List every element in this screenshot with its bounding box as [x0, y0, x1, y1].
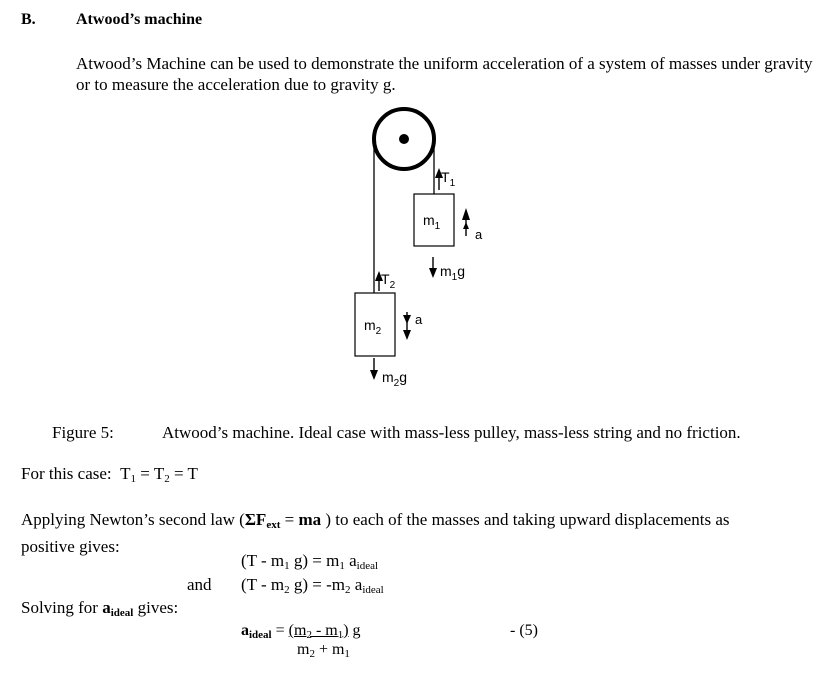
- result-denominator: $m_2 + m_1$: [297, 641, 350, 660]
- solving-line: Solving for $a_{ideal}$ gives:: [21, 598, 179, 619]
- t2-label: $T_2$: [381, 271, 396, 291]
- and-label: and: [187, 575, 212, 594]
- section-label: B.: [21, 11, 36, 28]
- a2-label: a: [415, 312, 423, 327]
- m2-label: $m_2$: [364, 317, 382, 337]
- m1g-label: $m_1g$: [440, 263, 466, 283]
- case-prefix: For this case:: [21, 464, 112, 483]
- result-equation: $a_{ideal} = (m_2 - m_1)$ g: [241, 622, 361, 641]
- m2g-label: $m_2g$: [382, 369, 408, 389]
- equation-number: - (5): [510, 622, 538, 639]
- result-numerator: $(m_2 - m_1)$: [288, 622, 349, 641]
- a1-label: a: [475, 227, 483, 242]
- equation-1: ($T - m_1$ $g) = m_1$ $a_{ideal}$: [241, 551, 379, 572]
- intro-paragraph: Atwood’s Machine can be used to demonstrate the uniform acceleration of a system of masses under gravity or to measure the acceleration due to gravity g.: [76, 54, 813, 94]
- figure-label: Figure 5:: [52, 423, 114, 442]
- case-line: For this case: $T_1 = T_2 = T$: [21, 464, 198, 485]
- equation-2: ($T - m_2$ $g) = -m_2$ $a_{ideal}$: [241, 575, 384, 596]
- m1-label: $m_1$: [423, 212, 441, 232]
- section-title: Atwood’s machine: [76, 11, 203, 28]
- figure-caption: Atwood’s machine. Ideal case with mass-less pulley, mass-less string and no friction.: [162, 423, 741, 442]
- t1-label: $T_1$: [441, 169, 456, 189]
- newton-paragraph: Applying Newton’s second law ($\Sigma F_{ext}$ = ma ) to each of the masses and taking upward displacements as positive gives:: [21, 510, 730, 556]
- pulley-axle: [399, 134, 409, 144]
